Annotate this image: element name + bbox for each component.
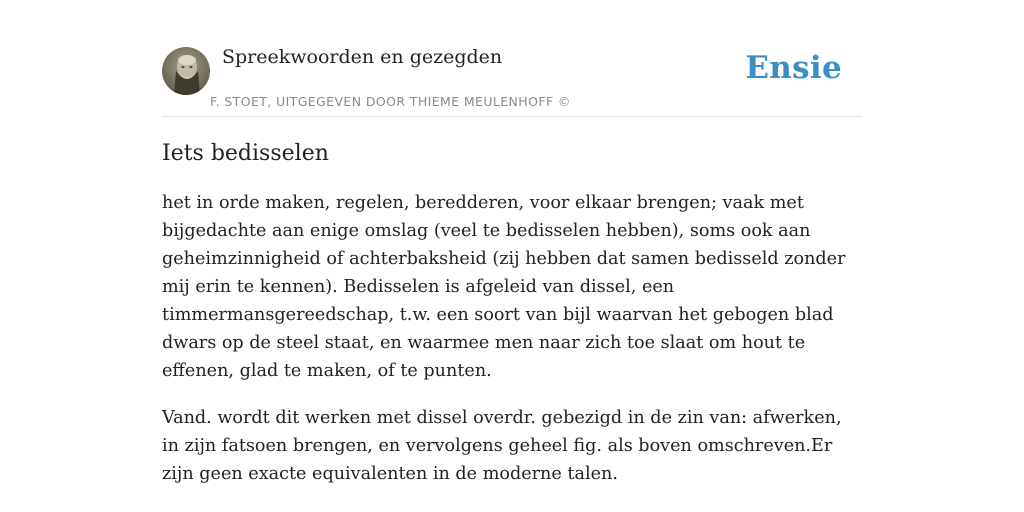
entry-paragraph: Vand. wordt dit werken met dissel overdr. gebezigd in de zin van: afwerken, in zijn fatsoen brengen, en vervolgens geheel fig. als boven omschreven.Er zijn geen exacte equivalenten in de moderne talen.: [162, 408, 842, 484]
brand-logo[interactable]: Ensie: [745, 50, 842, 86]
source-credit: F. STOET, UITGEGEVEN DOOR THIEME MEULENHOFF ©: [210, 94, 571, 109]
entry-paragraph: het in orde maken, regelen, beredderen, voor elkaar brengen; vaak met bijgedachte aan enige omslag (veel te bedisselen hebben), soms ook aan geheimzinnigheid of achterbaksheid (zij hebben dat samen bedisseld zonder mij erin te kennen). Bedisselen is afgeleid van dissel, een timmermansgereedschap, t.w. een soort van bijl waarvan het gebogen blad dwars op de steel staat, en waarmee men naar zich toe slaat om hout te effenen, glad te maken, of te punten.: [162, 193, 846, 381]
author-portrait-icon: [162, 47, 210, 95]
entry-content: [162, 138, 862, 488]
portrait-drawing: [162, 47, 210, 95]
entry-title: Iets bedisselen: [162, 141, 329, 166]
source-title[interactable]: Spreekwoorden en gezegden: [222, 46, 503, 68]
source-header: [162, 40, 862, 117]
